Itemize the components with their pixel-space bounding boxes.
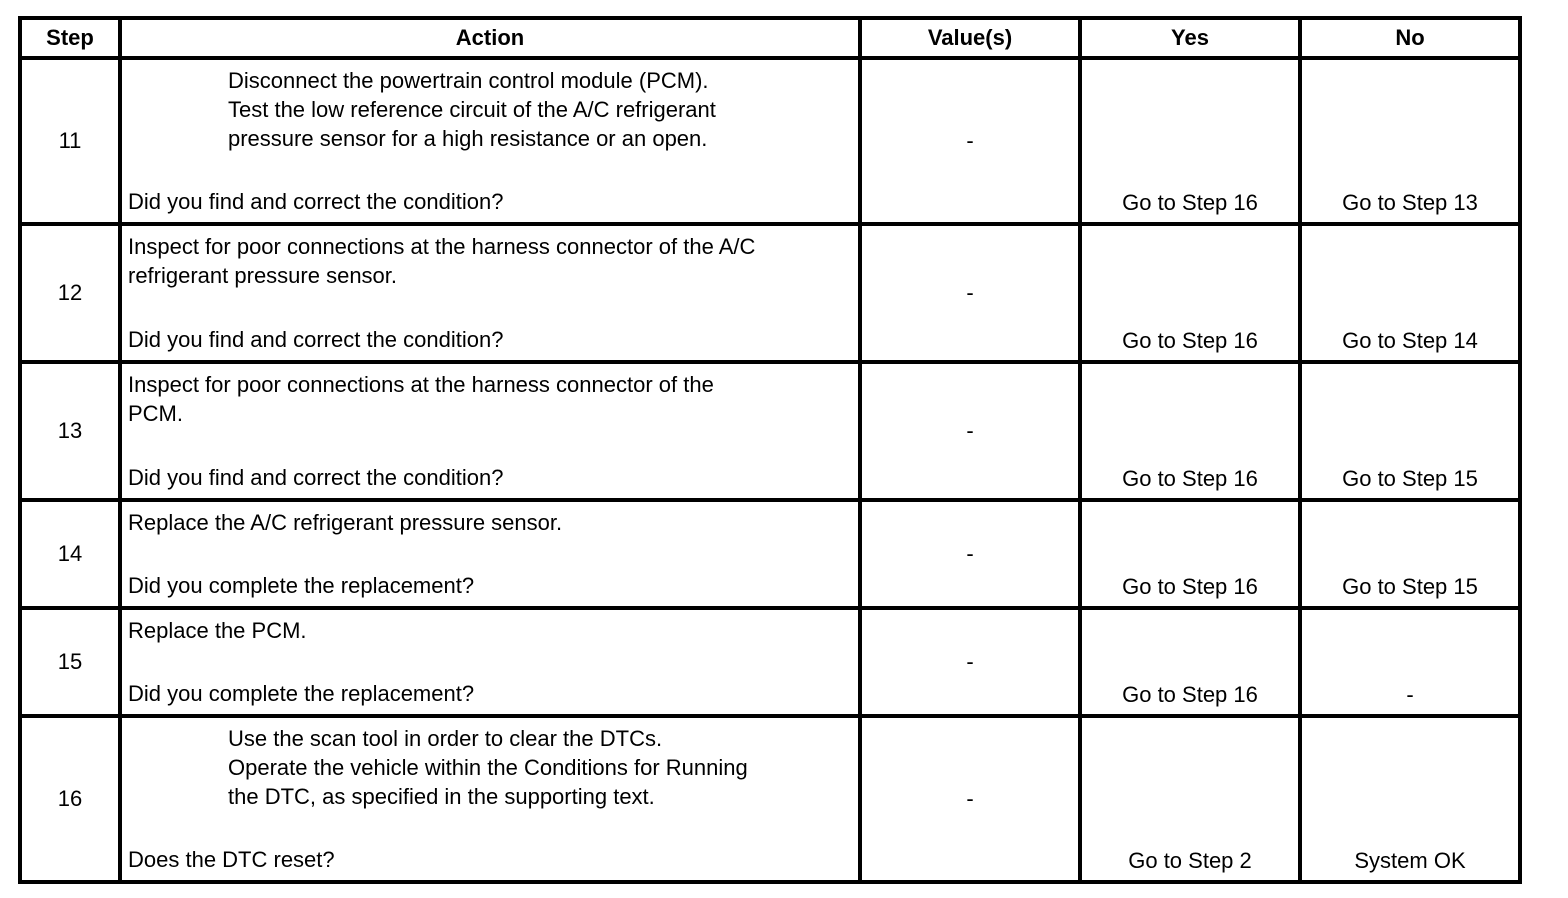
step-number: 14 <box>20 500 120 608</box>
action-cell <box>120 500 860 608</box>
action-question: Does the DTC reset? <box>128 847 335 872</box>
step-number: 15 <box>20 608 120 716</box>
action-text <box>122 502 858 537</box>
action-question: Did you find and correct the condition? <box>128 189 504 214</box>
action-question: Did you complete the replacement? <box>128 573 475 598</box>
diagnostic-table-wrapper <box>18 16 1522 884</box>
no-cell <box>1300 362 1520 500</box>
value-cell: - <box>860 716 1080 882</box>
action-question: Did you find and correct the condition? <box>128 465 504 490</box>
action-line: the DTC, as specified in the supporting text. <box>228 784 655 809</box>
no-cell <box>1300 224 1520 362</box>
no-cell <box>1300 500 1520 608</box>
yes-cell <box>1080 500 1300 608</box>
step-number: 12 <box>20 224 120 362</box>
action-line: PCM. <box>128 401 183 426</box>
table-row <box>20 58 1520 224</box>
action-line: Replace the A/C refrigerant pressure sensor. <box>128 510 563 535</box>
no-cell <box>1300 608 1520 716</box>
yes-result: Go to Step 16 <box>1122 682 1258 707</box>
step-number: 16 <box>20 716 120 882</box>
action-question: Did you complete the replacement? <box>128 681 475 706</box>
action-text <box>122 610 858 645</box>
no-cell <box>1300 716 1520 882</box>
action-line: Operate the vehicle within the Conditions for Running <box>228 755 748 780</box>
no-result: Go to Step 13 <box>1342 190 1478 215</box>
action-line: refrigerant pressure sensor. <box>128 263 398 288</box>
action-cell <box>120 224 860 362</box>
action-text <box>122 226 858 290</box>
yes-result: Go to Step 16 <box>1122 328 1258 353</box>
no-result: System OK <box>1354 848 1466 873</box>
action-line: Inspect for poor connections at the harness connector of the <box>128 372 714 397</box>
yes-cell <box>1080 362 1300 500</box>
table-row <box>20 362 1520 500</box>
action-question: Did you find and correct the condition? <box>128 327 504 352</box>
yes-cell <box>1080 224 1300 362</box>
step-number: 11 <box>20 58 120 224</box>
action-text <box>122 364 858 428</box>
action-cell <box>120 716 860 882</box>
header-row <box>20 18 1520 58</box>
step-number: 13 <box>20 362 120 500</box>
value-cell: - <box>860 58 1080 224</box>
yes-cell <box>1080 608 1300 716</box>
action-cell <box>120 58 860 224</box>
header-yes: Yes <box>1080 18 1300 58</box>
action-line: Test the low reference circuit of the A/C refrigerant <box>228 97 716 122</box>
table-row <box>20 500 1520 608</box>
diagnostic-table <box>18 16 1522 884</box>
value-cell: - <box>860 500 1080 608</box>
value-cell: - <box>860 224 1080 362</box>
header-values: Value(s) <box>860 18 1080 58</box>
action-line: Disconnect the powertrain control module (PCM). <box>228 68 709 93</box>
action-line: Replace the PCM. <box>128 618 307 643</box>
yes-cell <box>1080 58 1300 224</box>
table-row <box>20 716 1520 882</box>
header-step: Step <box>20 18 120 58</box>
yes-cell <box>1080 716 1300 882</box>
value-cell: - <box>860 362 1080 500</box>
action-cell <box>120 362 860 500</box>
action-line: Use the scan tool in order to clear the DTCs. <box>228 726 663 751</box>
no-cell <box>1300 58 1520 224</box>
yes-result: Go to Step 16 <box>1122 574 1258 599</box>
no-result: Go to Step 14 <box>1342 328 1478 353</box>
yes-result: Go to Step 16 <box>1122 190 1258 215</box>
no-result: Go to Step 15 <box>1342 466 1478 491</box>
action-line: Inspect for poor connections at the harness connector of the A/C <box>128 234 756 259</box>
header-no: No <box>1300 18 1520 58</box>
table-row <box>20 224 1520 362</box>
yes-result: Go to Step 2 <box>1128 848 1252 873</box>
action-text <box>122 718 858 811</box>
action-line: pressure sensor for a high resistance or an open. <box>228 126 708 151</box>
no-result: Go to Step 15 <box>1342 574 1478 599</box>
table-row <box>20 608 1520 716</box>
header-action: Action <box>120 18 860 58</box>
value-cell: - <box>860 608 1080 716</box>
action-text <box>122 60 858 153</box>
yes-result: Go to Step 16 <box>1122 466 1258 491</box>
no-result: - <box>1406 682 1414 707</box>
action-cell <box>120 608 860 716</box>
